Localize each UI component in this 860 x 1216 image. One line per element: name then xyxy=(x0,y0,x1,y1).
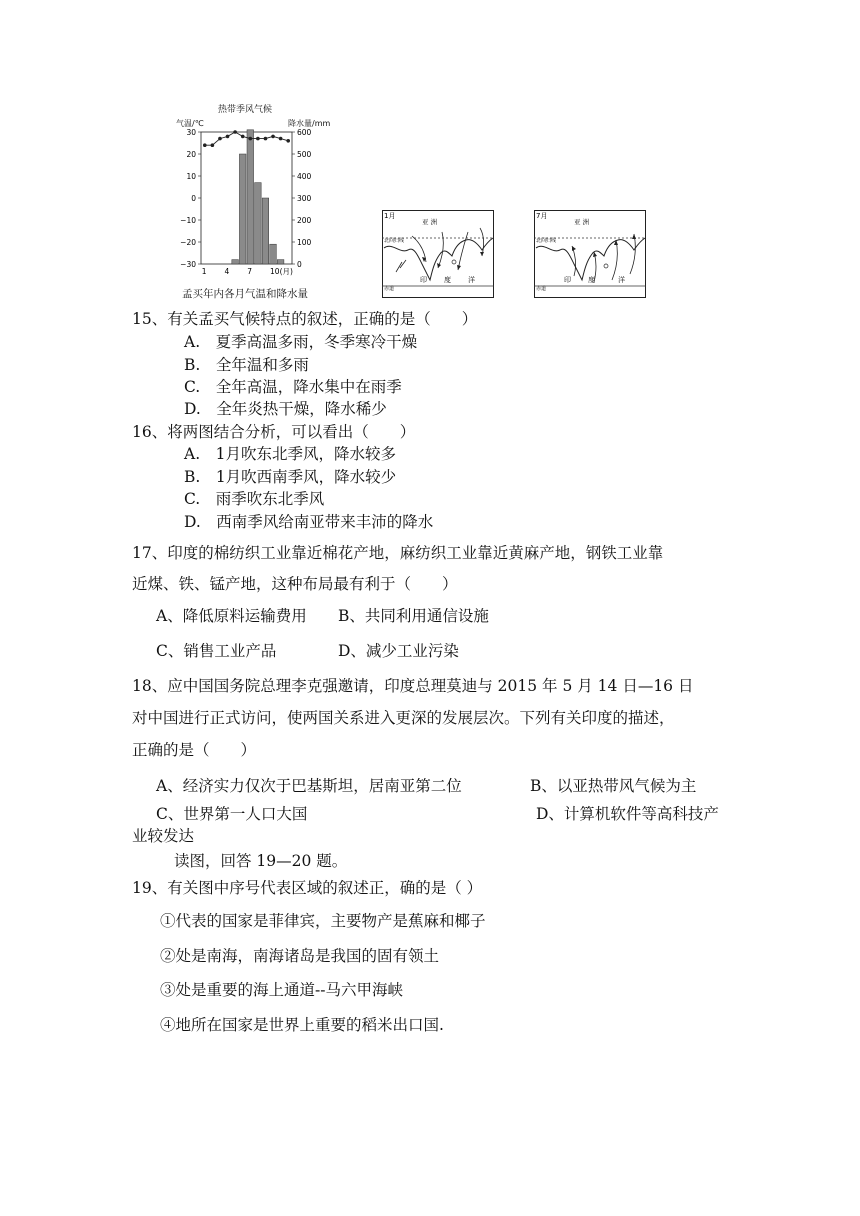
ocean-char-2-jan: 度 xyxy=(444,276,451,284)
q19-item-4: ④地所在国家是世界上重要的稻米出口国. xyxy=(160,1016,444,1034)
right-tick-label: 400 xyxy=(297,172,312,181)
ocean-char-2-jul: 度 xyxy=(588,276,595,284)
ocean-char-3-jan: 洋 xyxy=(468,276,475,284)
right-tick-label: 100 xyxy=(297,238,312,247)
q15-option-c: C. 全年高温，降水集中在雨季 xyxy=(184,378,402,396)
temperature-point xyxy=(203,143,207,147)
ocean-char-1-jul: 印 xyxy=(564,276,571,284)
q17-option-b: B、共同利用通信设施 xyxy=(338,607,489,625)
left-tick-label: −20 xyxy=(180,238,196,247)
right-tick-label: 300 xyxy=(297,194,312,203)
q17-stem-line1: 17、印度的棉纺织工业靠近棉花产地，麻纺织工业靠近黄麻产地，钢铁工业靠 xyxy=(132,544,664,562)
right-axis-label: 降水量/mm xyxy=(288,119,331,128)
temperature-point xyxy=(241,135,245,139)
q15-stem: 15、有关孟买气候特点的叙述，正确的是（ ） xyxy=(132,310,478,328)
q17-option-d: D、减少工业污染 xyxy=(338,642,459,660)
precip-bar xyxy=(277,260,284,264)
ocean-char-3-jul: 洋 xyxy=(618,276,625,284)
q17-stem-line2: 近煤、铁、锰产地，这种布局最有利于（ ） xyxy=(132,575,458,593)
q16-stem: 16、将两图结合分析，可以看出（ ） xyxy=(132,423,416,441)
climate-chart xyxy=(170,100,330,305)
temperature-point xyxy=(256,137,260,141)
q19-item-3: ③处是重要的海上通道--马六甲海峡 xyxy=(160,981,403,999)
precip-bar xyxy=(262,198,269,264)
q19-item-1: ①代表的国家是菲律宾，主要物产是蕉麻和椰子 xyxy=(160,912,486,930)
plot-frame xyxy=(201,132,292,264)
right-tick-label: 200 xyxy=(297,216,312,225)
continent-label-jan: 亚 洲 xyxy=(422,218,438,226)
left-tick-label: 20 xyxy=(186,150,196,159)
month-label-jan: 1月 xyxy=(384,212,396,220)
q18-option-b: B、以亚热带风气候为主 xyxy=(530,777,697,795)
map-january xyxy=(382,210,494,300)
q19-item-2: ②处是南海，南海诸岛是我国的固有领土 xyxy=(160,947,440,965)
q19-stem: 19、有关图中序号代表区域的叙述正，确的是（ ） xyxy=(132,879,483,897)
q15-option-a: A. 夏季高温多雨，冬季寒冷干燥 xyxy=(184,333,418,351)
temperature-line xyxy=(205,132,288,145)
q16-option-c: C. 雨季吹东北季风 xyxy=(184,490,325,508)
temperature-point xyxy=(218,137,222,141)
left-tick-label: 10 xyxy=(186,172,196,181)
chart-title: 热带季风气候 xyxy=(218,105,273,115)
q17-option-a: A、降低原料运输费用 xyxy=(156,607,307,625)
precip-bar xyxy=(232,260,239,264)
left-tick-label: 0 xyxy=(191,194,196,203)
q16-option-b: B. 1月吹西南季风，降水较少 xyxy=(184,468,397,486)
q18-option-c: C、世界第一人口大国 xyxy=(156,805,308,823)
left-tick-label: 30 xyxy=(186,128,196,137)
temperature-point xyxy=(279,137,283,141)
read-instruction: 读图，回答 19—20 题。 xyxy=(174,852,348,870)
q17-option-c: C、销售工业产品 xyxy=(156,642,277,660)
q18-stem-line2: 对中国进行正式访问，使两国关系进入更深的发展层次。下列有关印度的描述， xyxy=(132,709,675,727)
temperature-point xyxy=(286,139,290,143)
x-tick-label: 7 xyxy=(247,267,253,276)
equator-label-jul: 赤道 xyxy=(536,286,547,292)
q18-stem-line1: 18、应中国国务院总理李克强邀请，印度总理莫迪与 2015 年 5 月 14 日—16 日 xyxy=(132,677,694,695)
tropic-label-jan: 北回归线 xyxy=(384,238,405,244)
q18-option-d-line2: 业较发达 xyxy=(132,827,195,845)
temperature-point xyxy=(233,130,237,134)
temperature-point xyxy=(211,143,215,147)
equator-label-jan: 赤道 xyxy=(384,286,395,292)
precip-bar xyxy=(239,154,246,264)
ocean-char-1-jan: 印 xyxy=(420,276,427,284)
map-july-svg xyxy=(534,210,646,300)
tropic-label-jul: 北回归线 xyxy=(536,238,557,244)
chart-caption: 孟买年内各月气温和降水量 xyxy=(182,288,308,300)
temperature-point xyxy=(248,137,252,141)
temperature-point xyxy=(271,135,275,139)
q18-option-a: A、经济实力仅次于巴基斯坦，居南亚第二位 xyxy=(156,777,462,795)
month-label-jul: 7月 xyxy=(536,212,548,220)
q15-option-b: B. 全年温和多雨 xyxy=(184,356,309,374)
map-january-svg xyxy=(382,210,494,300)
continent-label-jul: 亚 洲 xyxy=(574,218,590,226)
x-tick-label: 10(月) xyxy=(270,267,293,276)
q15-option-d: D. 全年炎热干燥，降水稀少 xyxy=(184,400,387,418)
left-tick-label: −10 xyxy=(180,216,196,225)
climate-plot xyxy=(170,100,330,290)
right-tick-label: 0 xyxy=(297,260,302,269)
q16-option-a: A. 1月吹东北季风，降水较多 xyxy=(184,445,396,463)
x-tick-label: 1 xyxy=(201,267,207,276)
q16-option-d: D. 西南季风给南亚带来丰沛的降水 xyxy=(184,513,434,531)
map-july xyxy=(534,210,646,300)
x-tick-label: 4 xyxy=(224,267,230,276)
q18-stem-line3: 正确的是（ ） xyxy=(132,741,257,759)
right-tick-label: 500 xyxy=(297,150,312,159)
precip-bar xyxy=(247,130,254,264)
left-tick-label: −30 xyxy=(180,260,196,269)
temperature-point xyxy=(226,135,230,139)
precip-bar xyxy=(255,183,262,264)
temperature-point xyxy=(264,137,268,141)
q18-option-d-line1: D、计算机软件等高科技产 xyxy=(536,805,719,823)
left-axis-label: 气温/℃ xyxy=(176,119,204,128)
right-tick-label: 600 xyxy=(297,128,312,137)
precip-bar xyxy=(270,244,277,264)
